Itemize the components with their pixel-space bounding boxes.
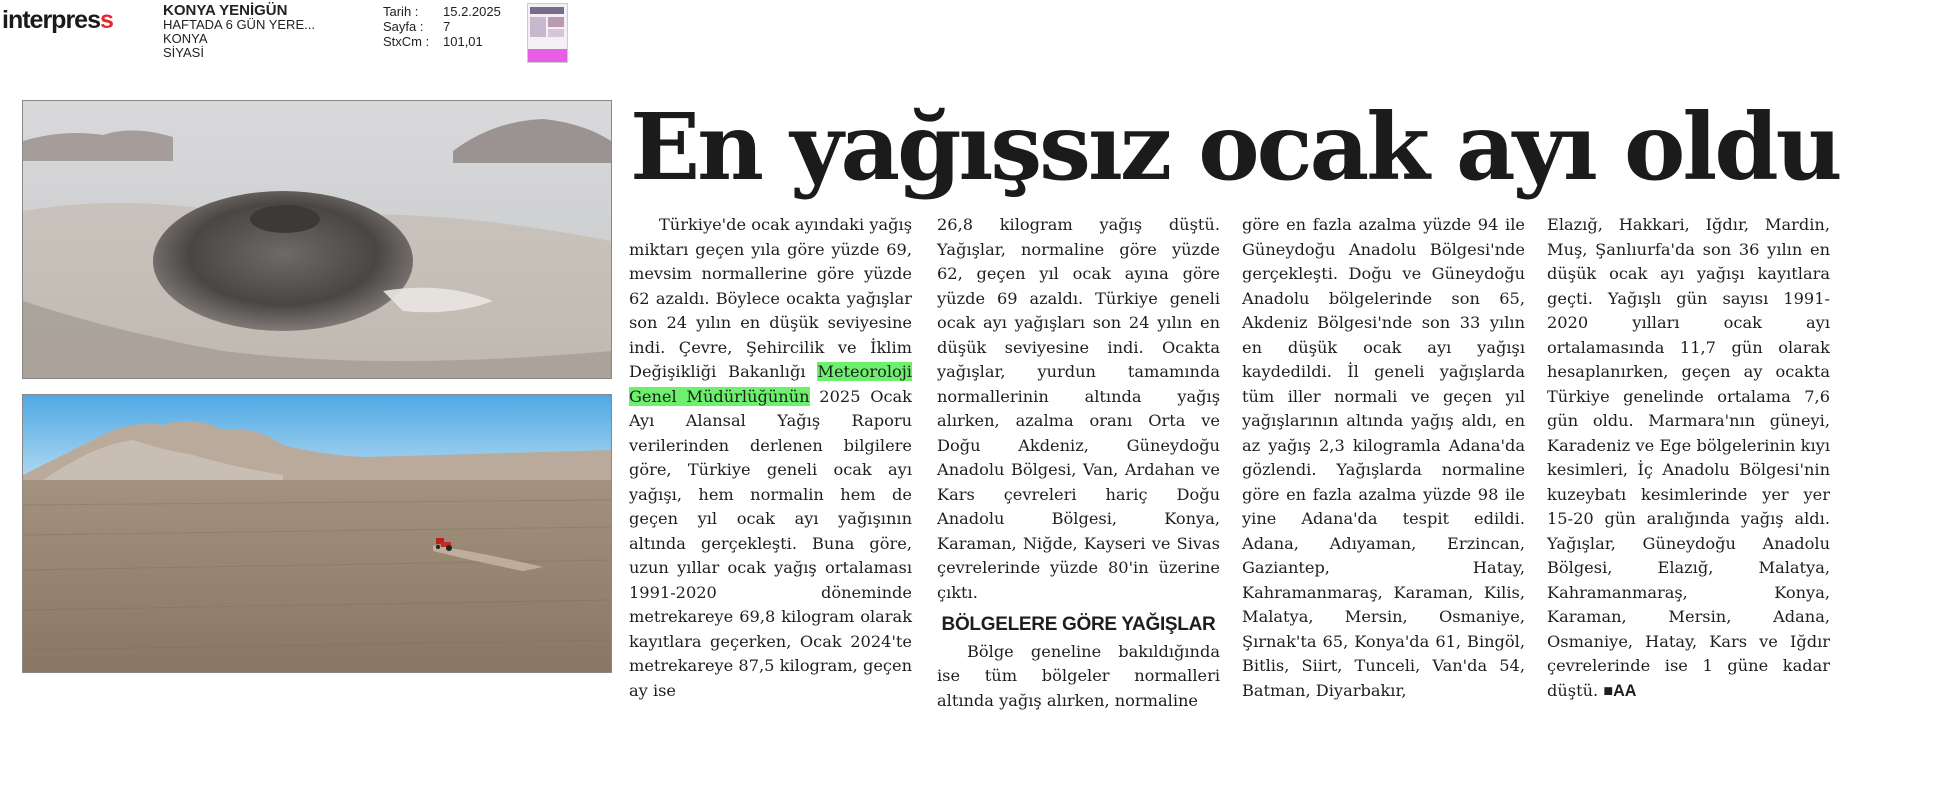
meta-label: Sayfa : — [383, 19, 424, 34]
paragraph-text: Elazığ, Hakkari, Iğdır, Mardin, Muş, Şanlıurfa'da son 36 yılın en düşük ocak ayı yağışı kayıtlara geçti. Yağışlı gün sayısı 1991-2020 yılları ocak ayı ortalamasında 11,7 gün olarak hesaplanırken, geçen ay ocakta Türkiye genelinde ortalama 7,6 gün oldu. Marmara'nın güneyi, Karadeniz ve Ege bölgelerinin kıyı kesimleri, İç Anadolu Bölgesi'nin kuzeybatı kesimlerinde yer yer 15-20 gün aralığında yağış aldı. Yağışlar, Güneydoğu Anadolu Bölgesi, Elazığ, Malatya, Kahramanmaraş, Konya, Karaman, Mersin, Adana, Osmaniye, Hatay, Kars ve Iğdır çevrelerinde ise 1 güne kadar düştü. — [1547, 215, 1830, 700]
article-paragraph — [1547, 213, 1830, 703]
publication-info — [163, 4, 315, 60]
clipping-meta — [383, 4, 501, 49]
article-paragraph — [629, 213, 912, 703]
article-headline: En yağışsız ocak ayı oldu — [630, 93, 1840, 201]
interpress-logo: interpress — [2, 6, 113, 34]
page-thumbnail[interactable] — [527, 3, 568, 63]
publication-frequency: HAFTADA 6 GÜN YERE... — [163, 17, 315, 32]
agency-signature: ■AA — [1603, 681, 1637, 700]
meta-value: 101,01 — [443, 34, 483, 49]
paragraph-text: Türkiye'de ocak ayındaki yağış miktarı geçen yıla göre yüzde 69, mevsim normallerine göre yüzde 62 azaldı. Böylece ocakta yağışlar son 24 yılın en düşük seviyesine indi. Çevre, Şehircilik ve İklim Değişikliği Bakanlığı — [629, 215, 912, 381]
meta-value: 15.2.2025 — [443, 4, 501, 19]
meta-row-page — [383, 19, 501, 34]
publication-name: KONYA YENİGÜN — [163, 2, 288, 19]
article-paragraph: Bölge geneline bakıldığında ise tüm bölgeler normalleri altında yağış alırken, normaline — [937, 641, 1220, 710]
publication-category: SİYASİ — [163, 45, 204, 60]
meta-value: 7 — [443, 19, 451, 34]
article-column-3 — [1242, 213, 1525, 703]
article-paragraph: göre en fazla azalma yüzde 94 ile Güneydoğu Anadolu Bölgesi'nde gerçekleşti. Doğu ve Güneydoğu Anadolu bölgelerinde son 65, Akdeniz Bölgesi'nde son 33 yılın en düşük ocak ayı yağışı kaydedildi. İl geneli yağışlarda tüm iller normali ve geçen yıl yağışlarının altında yağış aldı, en az yağış 2,3 kilogramla Adana'da gözlendi. Yağışlarda normaline göre en fazla azalma yüzde 98 ile yine Adana'da tespit edildi. Adana, Adıyaman, Erzincan, Gaziantep, Hatay, Kahramanmaraş, Karaman, Kilis, Malatya, Mersin, Osmaniye, Şırnak'ta 65, Konya'da 61, Bingöl, Bitlis, Siirt, Tunceli, Van'da 54, Batman, Diyarbakır, — [1242, 215, 1525, 700]
meta-label: Tarih : — [383, 4, 419, 19]
meta-row-size — [383, 34, 501, 49]
article-column-4 — [1547, 213, 1830, 703]
section-subheading: BÖLGELERE GÖRE YAĞIŞLAR — [941, 614, 1216, 635]
paragraph-text: 2025 Ocak Ayı Alansal Yağış Raporu verilerinden derlenen bilgilere göre, Türkiye geneli ocak ayı yağışı, hem normalin hem de geçen yıl ocak ayı yağışının altında gerçekleşti. Buna göre, uzun yıllar ocak yağış ortalaması 1991-2020 döneminde metrekareye 69,8 kilogram olarak kayıtlara geçerken, Ocak 2024'te metrekareye 87,5 kilogram, geçen ay ise — [629, 386, 912, 700]
article-column-1 — [629, 213, 912, 703]
tractor-field-photo — [22, 394, 612, 673]
meta-row-date — [383, 4, 501, 19]
highlighted-keyword: Meteoroloji Genel Müdürlüğünün — [629, 362, 912, 406]
article-column-2 — [937, 213, 1220, 713]
publication-city: KONYA — [163, 31, 208, 46]
article-paragraph: 26,8 kilogram yağış düştü. Yağışlar, normaline göre yüzde 62, geçen yıl ocak ayına göre yüzde 69 azaldı. Türkiye geneli ocak ayı yağışları son 24 yılın en düşük seviyesine indi. Ocakta yağışlar, yurdun tamamında normallerinin altında yağış alırken, azalma oranı Orta ve Doğu Akdeniz, Güneydoğu Anadolu Bölgesi, Van, Ardahan ve Kars çevreleri hariç Doğu Anadolu Bölgesi, Konya, Karaman, Niğde, Kayseri ve Sivas çevrelerinde yüzde 80'in üzerine çıktı. — [937, 215, 1220, 602]
volcanic-crater-photo — [22, 100, 612, 379]
meta-label: StxCm : — [383, 34, 430, 49]
